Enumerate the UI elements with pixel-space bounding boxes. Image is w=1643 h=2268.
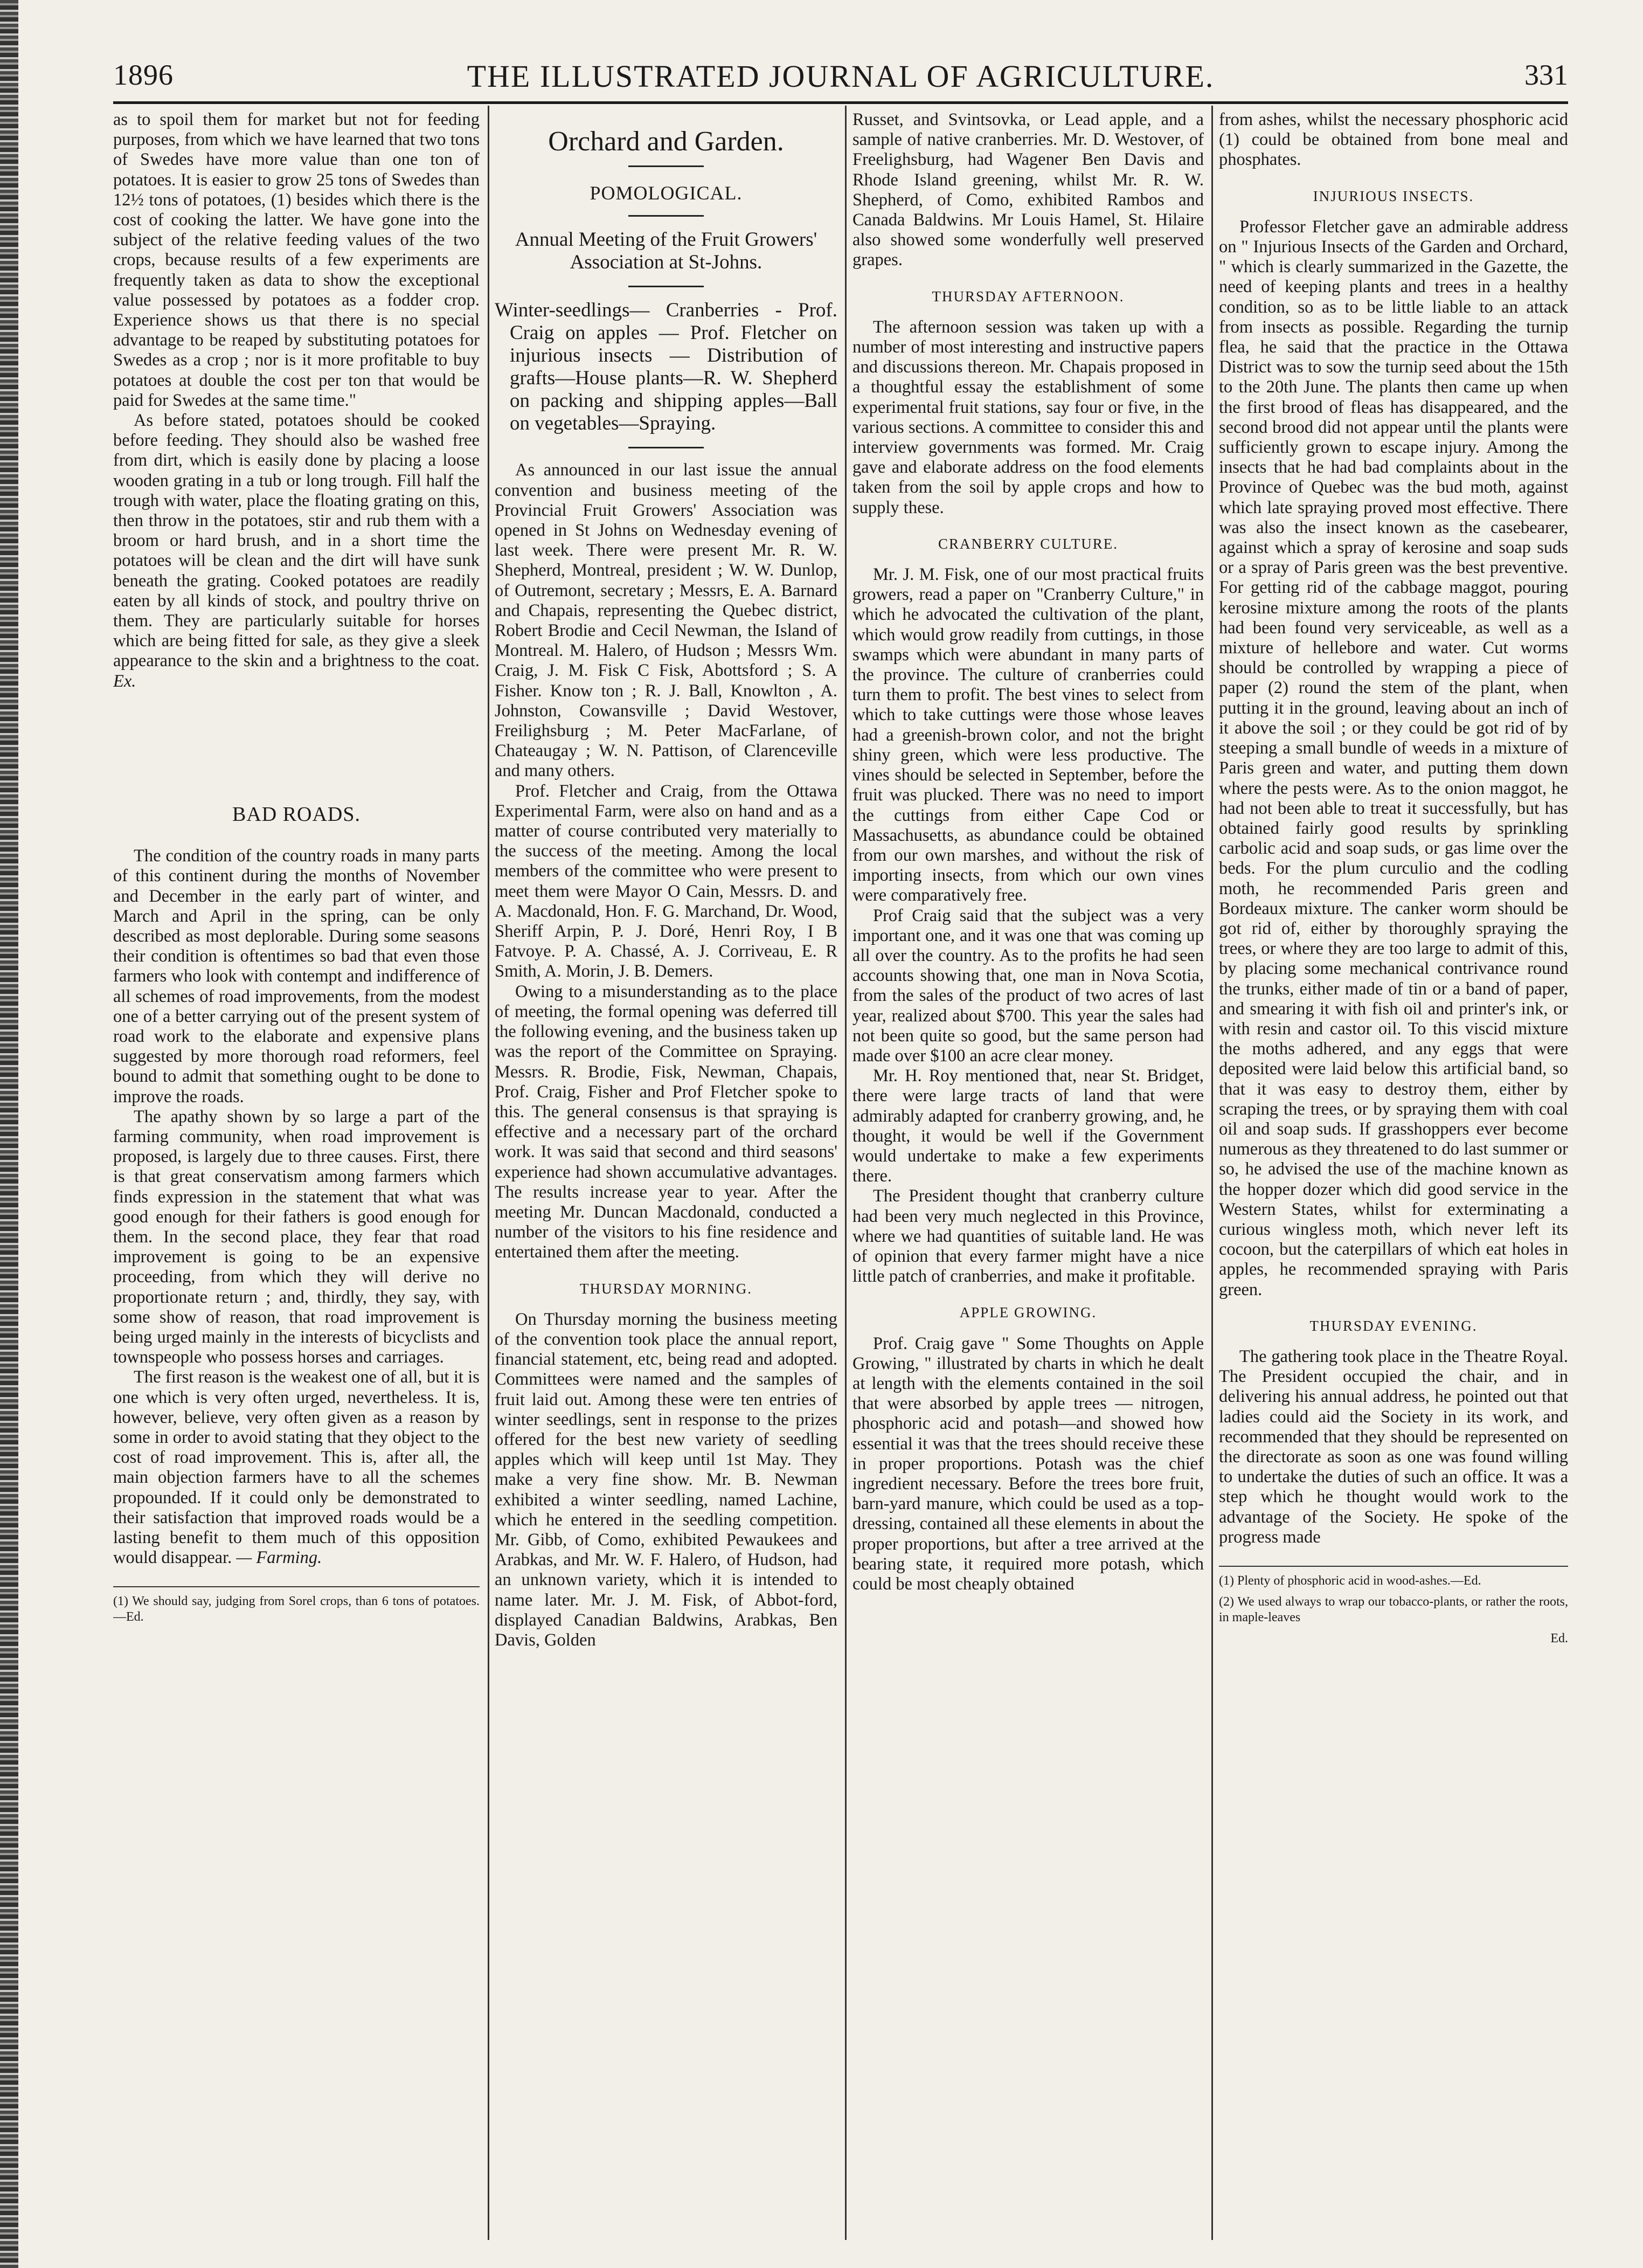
paragraph: Owing to a misunderstanding as to the place of meeting, the formal opening was deferred till the following evening, and the business taken up was the report of the Committee on Spraying. Messrs. R. Brodie, Fisk, Newman, Chapais, Prof. Craig, Fisher and Prof Fletcher spoke to this. The general consensus is that spraying is effective and a necessary part of the orchard work. It was said that second and third seasons' experience had shown accumulative advantages. The results increase year to year. After the meeting Mr. Duncan Macdonald, conducted a number of the visitors to his fine residence and entertained them after the meeting. xyxy=(495,981,837,1262)
page-binding-edge xyxy=(0,0,18,2268)
paragraph: as to spoil them for market but not for feeding purposes, from which we have learned that two tons of Swedes have more value than one ton of potatoes. It is easier to grow 25 tons of Swedes than 12½ tons of potatoes, (1) besides which there is the cost of cooking the latter. We have gone into the subject of the relative feeding values of the two crops, because results of a few experiments are frequently taken as data to show the exceptional value possessed by potatoes as a fodder crop. Experience shows us that there is no special advantage to be reaped by substituting potatoes for Swedes as a crop ; nor is it more profitable to buy potatoes at double the cost per ton that would be paid for Swedes at the same time." xyxy=(113,110,480,410)
footnote-text: (2) We used always to wrap our tobacco-plants, or rather the roots, in maple-leaves xyxy=(1219,1595,1568,1625)
heading-cranberry-culture: CRANBERRY CULTURE. xyxy=(938,535,1119,552)
paragraph-text: The first reason is the weakest one of all, but it is one which is very often urged, nevertheless. It is, however, believe, very often given as a reason by some in order to avoid stating that they object to the cost of road improvement. This is, after all, the main objection farmers have to all the schemes propounded. If it could only be demonstrated to their satisfaction that improved roads would be a lasting benefit to them much of this opposition would disappear. xyxy=(113,1367,480,1568)
footnote: (1) We should say, judging from Sorel crops, than 6 tons of potatoes.—Ed. xyxy=(113,1594,480,1624)
paragraph: from ashes, whilst the necessary phosphoric acid (1) could be obtained from bone meal and phosphates. xyxy=(1219,110,1568,170)
short-rule xyxy=(628,447,704,448)
paragraph: Mr. H. Roy mentioned that, near St. Bridget, there were large tracts of land that were admirably adapted for cranberry growing, and, he thought, it would be well if the Government would undertake to make a few experiments there. xyxy=(852,1066,1204,1186)
heading-injurious-insects: INJURIOUS INSECTS. xyxy=(1313,188,1474,204)
source-signature: Ex. xyxy=(113,671,136,691)
section-heading: Orchard and Garden. xyxy=(548,126,784,157)
heading-thursday-evening: THURSDAY EVENING. xyxy=(1309,1317,1478,1334)
column-divider-3 xyxy=(1211,106,1213,2240)
paragraph: On Thursday morning the business meeting of the convention took place the annual report, financial statement, etc, being read and adopted. Committees were named and the samples of fruit laid out. Among these were ten entries of winter seedlings, sent in response to the prizes offered for the best new variety of seedling apples which will keep until 1st May. They make a very fine show. Mr. B. Newman exhibited a winter seedling, named Lachine, which he entered in the seedling competition. Mr. Gibb, of Como, exhibited Pewaukees and Arabkas, and Mr. W. F. Halero, of Hudson, had an unknown variety, which it is intended to name later. Mr. J. M. Fisk, of Abbot-ford, displayed Canadian Baldwins, Arabkas, Ben Davis, Golden xyxy=(495,1309,837,1650)
heading-thursday-morning: THURSDAY MORNING. xyxy=(579,1280,753,1297)
subsection-heading: POMOLOGICAL. xyxy=(590,182,743,204)
paragraph xyxy=(113,1367,480,1568)
footnote: (1) Plenty of phosphoric acid in wood-ashes.—Ed. xyxy=(1219,1574,1481,1588)
source-signature: — Farming. xyxy=(236,1548,322,1568)
paragraph: As announced in our last issue the annual convention and business meeting of the Provincial Fruit Growers' Association was opened in St Johns on Wednesday evening of last week. There were present Mr. R. W. Shepherd, Montreal, president ; W. W. Dunlop, of Outremont, secretary ; Messrs, E. A. Barnard and Chapais, representing the Quebec district, Robert Brodie and Cecil Newman, the Island of Montreal. M. Halero, of Hudson ; Messrs Wm. Craig, J. M. Fisk C Fisk, Abottsford ; S. A Fisher. Know ton ; R. J. Ball, Knowlton , A. Johnston, Cowansville ; David Westover, Freilighsburg ; M. Peter MacFarlane, of Chateaugay ; W. N. Pattison, of Clarenceville and many others. xyxy=(495,460,837,781)
heading-bad-roads: BAD ROADS. xyxy=(232,803,361,826)
paragraph: The apathy shown by so large a part of the farming community, when road improvement is proposed, is largely due to three causes. First, there is that great conservatism among farmers which finds expression in the statement that what was good enough for their fathers is good enough for them. In the second place, they fear that road improvement is going to be an expensive proceeding, from which they will derive no proportionate return ; and, thirdly, they say, with some show of reason, that road improvement is being urged mainly in the interests of bicyclists and townspeople who possess horses and carriages. xyxy=(113,1107,480,1367)
column-divider-2 xyxy=(845,106,847,2240)
column-4 xyxy=(1219,110,1568,2234)
paragraph: The President thought that cranberry culture had been very much neglected in this Province, where we had quantities of suitable land. He was of opinion that every farmer might have a nice little patch of cranberries, and make it profitable. xyxy=(852,1186,1204,1287)
short-rule xyxy=(628,215,704,217)
footnote-rule xyxy=(1219,1566,1568,1567)
header-year: 1896 xyxy=(113,59,174,91)
paragraph: The gathering took place in the Theatre Royal. The President occupied the chair, and in delivering his annual address, he pointed out that ladies could aid the Society in its work, and recommended that they should be represented on the directorate as soon as one was found willing to undertake the duties of such an office. It was a step which he thought would work to the advantage of the Society. He spoke of the progress made xyxy=(1219,1346,1568,1547)
paragraph: The afternoon session was taken up with a number of most interesting and instructive papers and discussions thereon. Mr. Chapais proposed in a thoughtful essay the establishment of some experimental fruit stations, say four or five, in the various sections. A committee to consider this and interview governments was formed. Mr. Craig gave and elaborate address on the food elements taken from the soil by apple crops and how to supply these. xyxy=(852,317,1204,517)
footnote-rule xyxy=(113,1586,480,1587)
journal-title: THE ILLUSTRATED JOURNAL OF AGRICULTURE. xyxy=(467,59,1215,94)
heading-thursday-afternoon: THURSDAY AFTERNOON. xyxy=(932,288,1125,305)
page-number: 331 xyxy=(1524,59,1568,91)
short-rule xyxy=(628,165,704,167)
column-3 xyxy=(852,110,1204,2234)
meeting-title: Annual Meeting of the Fruit Growers' Association at St-Johns. xyxy=(515,229,817,274)
paragraph: Prof. Fletcher and Craig, from the Ottawa Experimental Farm, were also on hand and as a matter of course contributed very materially to the success of the meeting. Among the local members of the committee who were present to meet them were Mayor O Cain, Messrs. D. and A. Macdonald, Hon. F. G. Marchand, Dr. Wood, Sheriff Arpin, P. J. Doré, Henri Roy, I B Fatvoye. P. A. Chassé, A. J. Corriveau, E. R Smith, A. Morin, J. B. Demers. xyxy=(495,781,837,981)
paragraph: Prof. Craig gave " Some Thoughts on Apple Growing, " illustrated by charts in which he dealt at length with the elements contained in the soil that were absorbed by apple trees — nitrogen, phosphoric acid and potash—and showed how essential it was that the trees should receive these in proper proportions. Potash was the chief ingredient necessary. Before the trees bore fruit, barn-yard manure, which could be used as a top-dressing, contained all these elements in about the proper proportions, but after a tree arrived at the bearing state, it required more potash, which could be most cheaply obtained xyxy=(852,1333,1204,1594)
column-2 xyxy=(495,110,837,2234)
paragraph: The condition of the country roads in many parts of this continent during the months of November and December in the early part of winter, and March and April in the spring, can be only described as most deplorable. During some seasons their condition is oftentimes so bad that even those farmers who look with contempt and indifference of all schemes of road improvements, from the modest one of a better carrying out of the present system of road work to the elaborate and expensive plans suggested by more thorough road reformers, feel bound to admit that something ought to be done to improve the roads. xyxy=(113,846,480,1107)
page-header xyxy=(113,58,1568,96)
footnote-signature: Ed. xyxy=(1550,1631,1568,1646)
footnote xyxy=(1219,1594,1568,1626)
paragraph: Professor Fletcher gave an admirable address on " Injurious Insects of the Garden and Orchard, " which is clearly summarized in the Gazette, the need of keeping plants and trees in a healthy condition, so as to be little liable to an attack from insects as possible. Regarding the turnip flea, he said that the practice in the Ottawa District was to sow the turnip seed about the 15th to the 20th June. The plants then came up when the first brood of fleas has disappeared, and the second brood did not appear until the plants were sufficiently grown to escape injury. Among the insects that he had bad complaints about in the Province of Quebec was the bud moth, against which late spraying proved most effective. There was also the insect known as the casebearer, against which a spray of kerosine and soap suds or a spray of Paris green was the best preventive. For getting rid of the cabbage maggot, pouring kerosine mixture among the roots of the plants had been found very serviceable, as well as a mixture of hellebore and water. Cut worms should be controlled by wrapping a piece of paper (2) round the stem of the plant, when putting it in the ground, leaving about an inch of it above the soil ; or they could be got rid of by steeping a small bundle of weeds in a mixture of Paris green and water, and putting them down where the pests were. As to the onion maggot, he had not been able to treat it successfully, but has obtained fairly good results by sprinkling carbolic acid and soap suds, or gas lime over the beds. For the plum curculio and the codling moth, he recommended Paris green and Bordeaux mixture. The canker worm should be got rid of, either by thoroughly spraying the trees, or where they are too large to admit of this, by placing some mechanical contrivance round the trunks, either made of tin or a band of paper, and smearing it with fish oil and printer's ink, or with resin and castor oil. To this viscid mixture the moths adhered, and any eggs that were deposited were laid below this artificial band, so that it was easy to destroy them, either by scraping the trees, or by spraying them with coal oil and soap suds. If grasshoppers ever become numerous as they threatened to do last summer or so, he advised the use of the machine known as the hopper dozer which did good service in the Western States, whilst for exterminating a curious wingless moth, which never left its cocoon, but the caterpillars of which eat holes in apples, he recommended spraying with Paris green. xyxy=(1219,217,1568,1299)
paragraph xyxy=(113,411,480,692)
paragraph: Mr. J. M. Fisk, one of our most practical fruits growers, read a paper on "Cranberry Culture," in which he advocated the cultivation of the plant, which would grow readily from cuttings, in those swamps which were abundant in many parts of the province. The culture of cranberries could turn them to profit. The best vines to select from which to take cuttings were those whose leaves had a greenish-brown color, and not the bright shiny green, which were less productive. The vines should be selected in September, before the fruit was plucked. There was no need to import the cuttings from either Cape Cod or Massachusetts, as abundance could be obtained from our own marshes, and without the risk of importing insects, from which our own vines were comparatively free. xyxy=(852,565,1204,905)
paragraph: Prof Craig said that the subject was a very important one, and it was one that was coming up all over the country. As to the profits he had seen accounts showing that, one man in Nova Scotia, from the sales of the product of two acres of last year, realized about $700. This year the sales had not been quite so good, but the same person had made over $100 an acre clear money. xyxy=(852,905,1204,1066)
header-rule xyxy=(113,101,1568,104)
heading-apple-growing: APPLE GROWING. xyxy=(959,1304,1097,1321)
short-rule xyxy=(628,286,704,287)
paragraph-text: As before stated, potatoes should be cooked before feeding. They should also be washed free from dirt, which is easily done by placing a loose wooden grating in a tub or long trough. Fill half the trough with water, place the floating grating on this, then throw in the potatoes, stir and rub them with a broom or hard brush, and in a short time the potatoes will be clean and the dirt will have sunk beneath the grating. Cooked potatoes are readily eaten by all kinds of stock, and poultry thrive on them. They are particularly suitable for horses which are being fitted for sale, as they give a sleek appearance to the skin and a brightness to the coat. xyxy=(113,411,480,671)
column-divider-1 xyxy=(488,106,489,2240)
column-1 xyxy=(113,110,480,2234)
paragraph: Russet, and Svintsovka, or Lead apple, and a sample of native cranberries. Mr. D. Westover, of Freelighsburg, had Wagener Ben Davis and Rhode Island greening, whilst Mr. R. W. Shepherd, of Como, exhibited Rambos and Canada Baldwins. Mr Louis Hamel, St. Hilaire also showed some wonderfully well preserved grapes. xyxy=(852,110,1204,270)
article-summary: Winter-seedlings— Cranberries - Prof. Craig on apples — Prof. Fletcher on injurious insects — Distribution of grafts—House plants—R. W. Shepherd on packing and shipping apples—Ball on vegetables—Spraying. xyxy=(495,299,837,435)
